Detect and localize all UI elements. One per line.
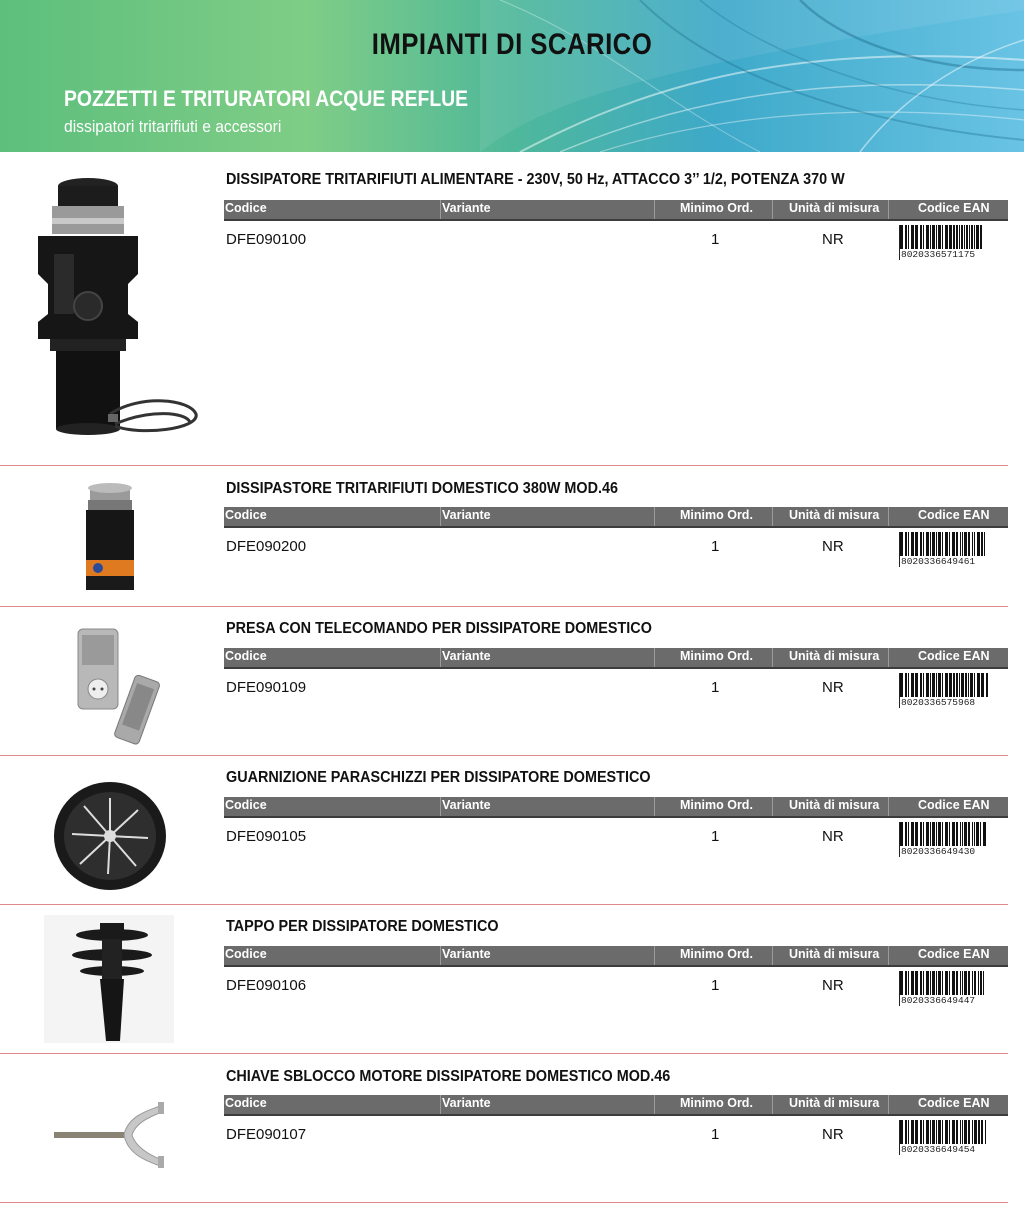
min-order-value: 1 <box>711 231 720 248</box>
col-header-ean: Codice EAN <box>918 201 990 215</box>
ean-number: 8020336649447 <box>899 995 994 1006</box>
product-entry <box>0 152 1008 466</box>
product-entry <box>0 607 1008 756</box>
product-title: DISSIPASTORE TRITARIFIUTI DOMESTICO 380W MOD.46 <box>226 480 619 497</box>
barcode-bars <box>899 673 994 697</box>
ean-barcode <box>899 822 994 858</box>
col-header-code: Codice <box>225 947 267 961</box>
col-header-min-order: Minimo Ord. <box>680 508 753 522</box>
min-order-value: 1 <box>711 828 720 845</box>
col-header-ean: Codice EAN <box>918 1096 990 1110</box>
food-waste-disposer-large-icon <box>20 174 205 439</box>
product-entry <box>0 466 1008 607</box>
col-header-unit: Unità di misura <box>789 201 880 215</box>
ean-barcode <box>899 1120 994 1156</box>
col-header-ean: Codice EAN <box>918 798 990 812</box>
col-header-min-order: Minimo Ord. <box>680 947 753 961</box>
product-code: DFE090109 <box>226 679 307 696</box>
col-header-ean: Codice EAN <box>918 649 990 663</box>
col-header-min-order: Minimo Ord. <box>680 1096 753 1110</box>
col-header-unit: Unità di misura <box>789 649 880 663</box>
min-order-value: 1 <box>711 679 720 696</box>
product-title: DISSIPATORE TRITARIFIUTI ALIMENTARE - 230V, 50 Hz, ATTACCO 3’’ 1/2, POTENZA 370 W <box>226 171 845 188</box>
col-header-min-order: Minimo Ord. <box>680 798 753 812</box>
min-order-value: 1 <box>711 977 720 994</box>
barcode-bars <box>899 1120 994 1144</box>
product-code: DFE090100 <box>226 231 307 248</box>
barcode-bars <box>899 971 994 995</box>
product-code: DFE090200 <box>226 538 307 555</box>
remote-socket-icon <box>20 625 205 747</box>
product-title: TAPPO PER DISSIPATORE DOMESTICO <box>226 918 499 935</box>
unit-value: NR <box>822 538 844 555</box>
unlock-wrench-icon <box>20 1090 205 1180</box>
col-header-code: Codice <box>225 201 267 215</box>
col-header-code: Codice <box>225 508 267 522</box>
barcode-bars <box>899 532 994 556</box>
col-header-ean: Codice EAN <box>918 508 990 522</box>
product-title: GUARNIZIONE PARASCHIZZI PER DISSIPATORE DOMESTICO <box>226 769 651 786</box>
col-header-code: Codice <box>225 798 267 812</box>
table-header <box>224 507 1008 528</box>
ean-barcode <box>899 971 994 1007</box>
col-header-unit: Unità di misura <box>789 508 880 522</box>
min-order-value: 1 <box>711 538 720 555</box>
unit-value: NR <box>822 828 844 845</box>
product-entry <box>0 1054 1008 1203</box>
table-header <box>224 1095 1008 1116</box>
min-order-value: 1 <box>711 1126 720 1143</box>
col-header-variant: Variante <box>442 1096 491 1110</box>
splash-guard-icon <box>20 780 205 892</box>
section-subtitle: dissipatori tritarifiuti e accessori <box>64 117 282 136</box>
col-header-unit: Unità di misura <box>789 798 880 812</box>
ean-number: 8020336575968 <box>899 697 994 708</box>
ean-barcode <box>899 532 994 568</box>
product-code: DFE090105 <box>226 828 307 845</box>
food-waste-disposer-small-icon <box>20 482 205 594</box>
col-header-ean: Codice EAN <box>918 947 990 961</box>
product-title: CHIAVE SBLOCCO MOTORE DISSIPATORE DOMESTICO MOD.46 <box>226 1068 671 1085</box>
barcode-bars <box>899 225 994 249</box>
unit-value: NR <box>822 679 844 696</box>
product-code: DFE090107 <box>226 1126 307 1143</box>
page-header <box>0 0 1024 152</box>
unit-value: NR <box>822 1126 844 1143</box>
section-title: POZZETTI E TRITURATORI ACQUE REFLUE <box>64 86 469 111</box>
col-header-variant: Variante <box>442 947 491 961</box>
product-code: DFE090106 <box>226 977 307 994</box>
barcode-bars <box>899 822 994 846</box>
page-title: IMPIANTI DI SCARICO <box>371 28 653 61</box>
table-header <box>224 946 1008 967</box>
col-header-unit: Unità di misura <box>789 947 880 961</box>
col-header-code: Codice <box>225 1096 267 1110</box>
stopper-icon <box>20 913 205 1045</box>
product-title: PRESA CON TELECOMANDO PER DISSIPATORE DOMESTICO <box>226 620 652 637</box>
col-header-variant: Variante <box>442 508 491 522</box>
table-header <box>224 200 1008 221</box>
ean-number: 8020336571175 <box>899 249 994 260</box>
ean-number: 8020336649430 <box>899 846 994 857</box>
unit-value: NR <box>822 977 844 994</box>
col-header-variant: Variante <box>442 201 491 215</box>
ean-number: 8020336649461 <box>899 556 994 567</box>
table-header <box>224 797 1008 818</box>
product-entry <box>0 905 1008 1054</box>
ean-barcode <box>899 225 994 261</box>
product-entry <box>0 756 1008 905</box>
col-header-variant: Variante <box>442 798 491 812</box>
col-header-code: Codice <box>225 649 267 663</box>
col-header-unit: Unità di misura <box>789 1096 880 1110</box>
col-header-min-order: Minimo Ord. <box>680 649 753 663</box>
ean-barcode <box>899 673 994 709</box>
col-header-variant: Variante <box>442 649 491 663</box>
col-header-min-order: Minimo Ord. <box>680 201 753 215</box>
unit-value: NR <box>822 231 844 248</box>
ean-number: 8020336649454 <box>899 1144 994 1155</box>
table-header <box>224 648 1008 669</box>
